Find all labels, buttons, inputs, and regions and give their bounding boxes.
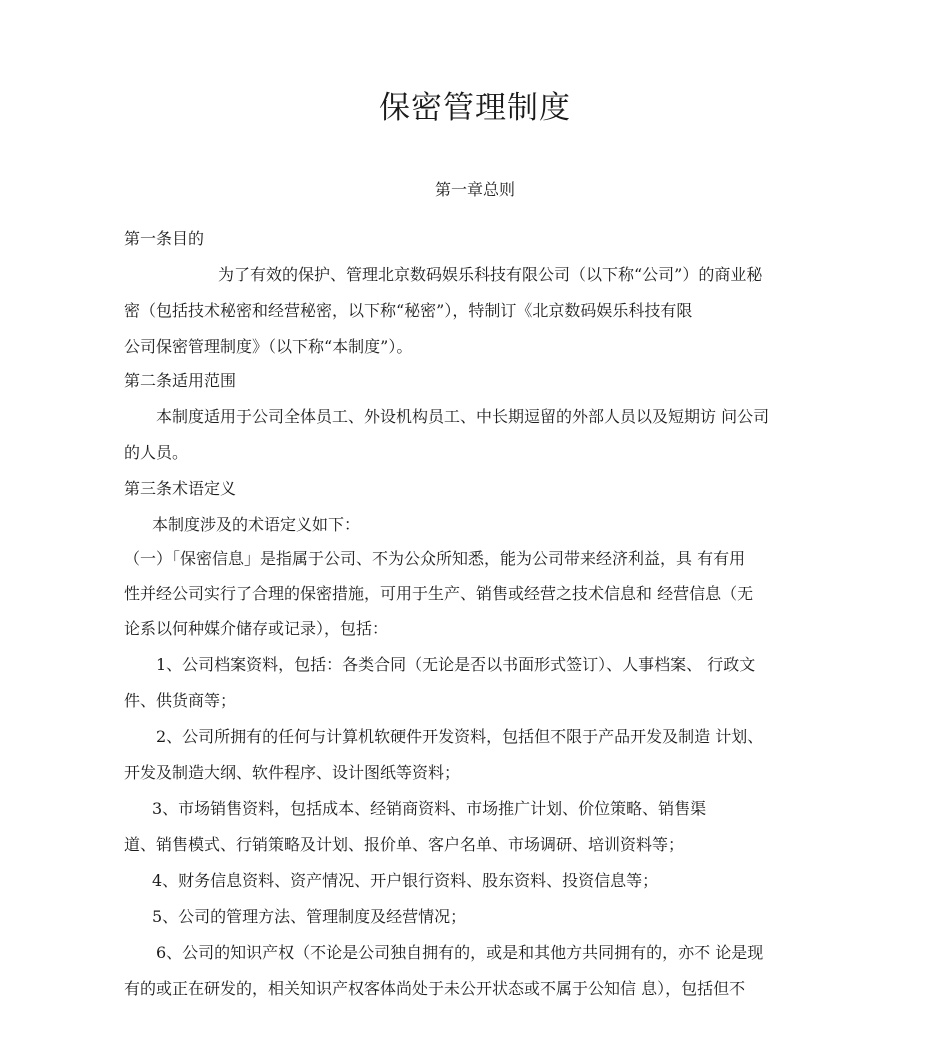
article-heading: 第一条目的 (124, 229, 205, 248)
paragraph-line: 论系以何种媒介储存或记录），包括： (124, 619, 389, 638)
chapter-heading: 第一章总则 (434, 180, 515, 199)
list-item-continuation: 开发及制造大纲、软件程序、设计图纸等资料； (124, 763, 461, 782)
paragraph-line: 密（包括技术秘密和经营秘密，以下称“秘密”），特制订《北京数码娱乐科技有限 (124, 301, 693, 320)
list-item: 2、公司所拥有的任何与计算机软硬件开发资料，包括但不限于产品开发及制造 计划、 (156, 727, 764, 746)
list-item-continuation: 道、销售模式、行销策略及计划、报价单、客户名单、市场调研、培训资料等； (124, 835, 685, 854)
list-item: 5、公司的管理方法、管理制度及经营情况； (152, 907, 467, 926)
document-title: 保密管理制度 (379, 90, 571, 126)
paragraph-line: （一）「保密信息」是指属于公司、不为公众所知悉，能为公司带来经济利益，具 有有用 (124, 549, 746, 568)
paragraph-line: 为了有效的保护、管理北京数码娱乐科技有限公司（以下称“公司”）的商业秘 (218, 265, 763, 284)
list-item: 4、财务信息资料、资产情况、开户银行资料、股东资料、投资信息等； (152, 871, 659, 890)
list-item: 1、公司档案资料，包括：各类合同（无论是否以书面形式签订）、人事档案、 行政文 (156, 655, 756, 674)
paragraph-line: 本制度适用于公司全体员工、外设机构员工、中长期逗留的外部人员以及短期访 问公司 (156, 407, 770, 426)
list-item: 6、公司的知识产权（不论是公司独自拥有的，或是和其他方共同拥有的，亦不 论是现 (156, 943, 764, 962)
paragraph-line: 的人员。 (124, 443, 189, 462)
article-heading: 第二条适用范围 (124, 371, 237, 390)
list-item-continuation: 件、供货商等； (124, 691, 237, 710)
list-item-continuation: 有的或正在研发的，相关知识产权客体尚处于未公开状态或不属于公知信 息），包括但不 (124, 979, 746, 998)
paragraph-line: 本制度涉及的术语定义如下： (152, 515, 361, 534)
paragraph-line: 公司保密管理制度》（以下称“本制度”）。 (124, 337, 413, 356)
paragraph-line: 性并经公司实行了合理的保密措施，可用于生产、销售或经营之技术信息和 经营信息（无 (124, 584, 754, 603)
article-heading: 第三条术语定义 (124, 479, 237, 498)
list-item: 3、市场销售资料，包括成本、经销商资料、市场推广计划、价位策略、销售渠 (152, 799, 707, 818)
